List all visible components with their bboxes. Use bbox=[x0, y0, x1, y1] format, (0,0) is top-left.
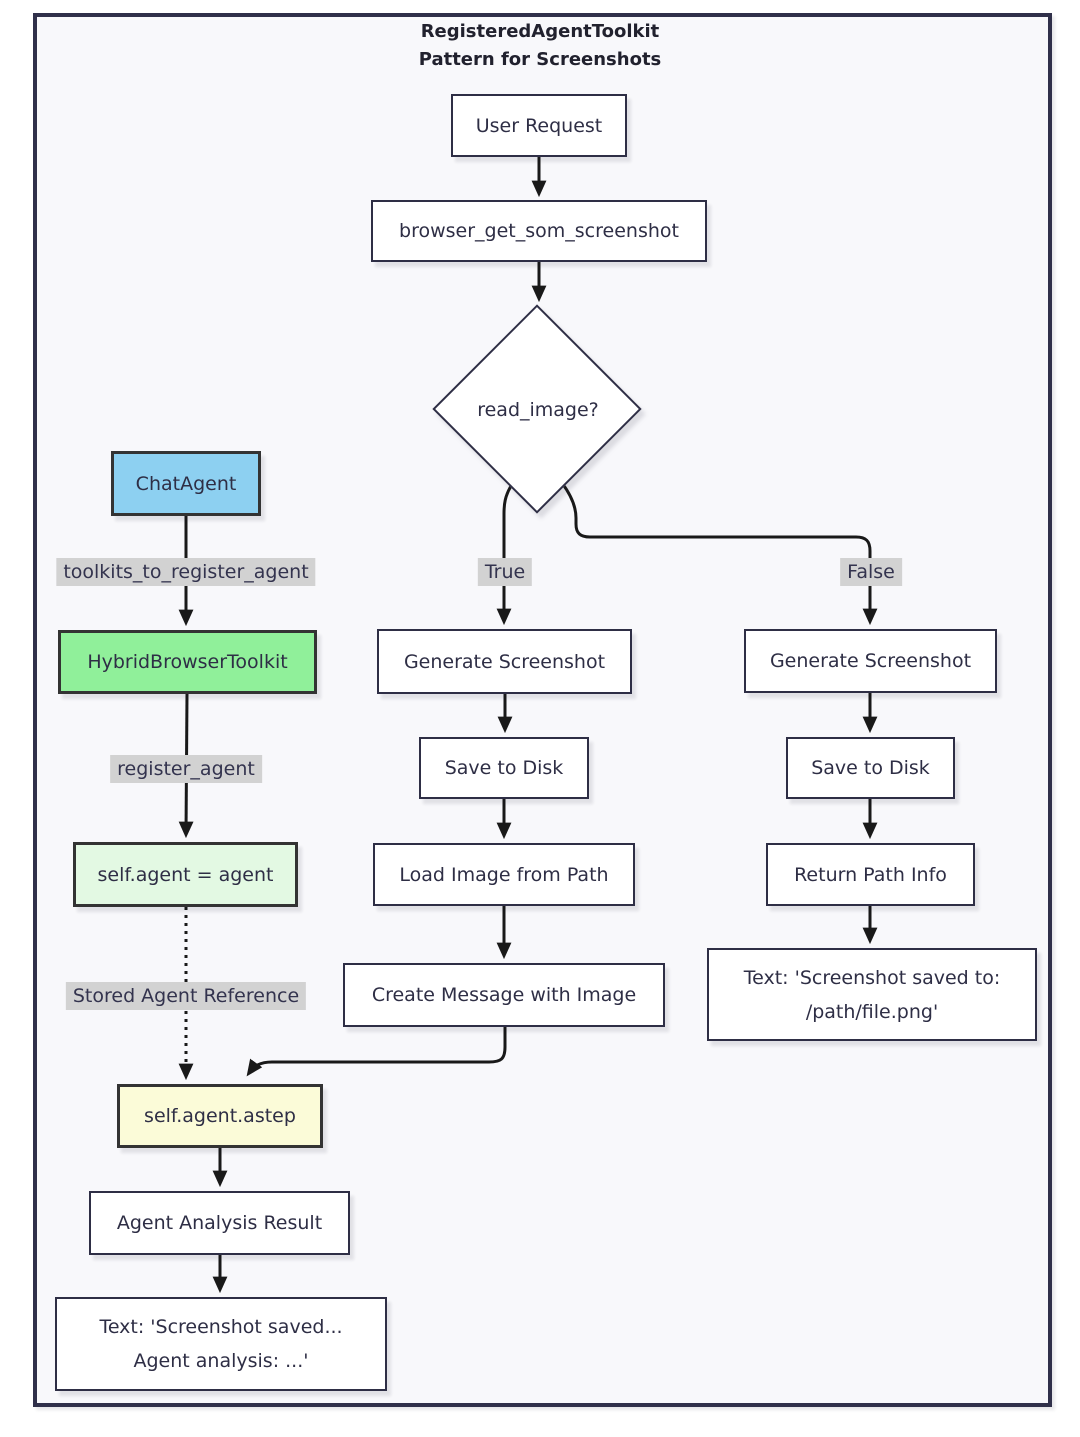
node-create-message-with-image: Create Message with Image bbox=[343, 963, 665, 1027]
node-browser-get-som-screenshot: browser_get_som_screenshot bbox=[371, 200, 707, 262]
edge-decision-true bbox=[504, 486, 511, 621]
final-text-left-line2: Agent analysis: ...' bbox=[133, 1350, 309, 1372]
node-self-agent-astep: self.agent.astep bbox=[117, 1084, 323, 1148]
edge-label-toolkits-to-register-agent: toolkits_to_register_agent bbox=[56, 558, 315, 586]
node-user-request: User Request bbox=[451, 94, 627, 157]
node-false-generate-screenshot: Generate Screenshot bbox=[744, 629, 997, 693]
final-text-right-line2: /path/file.png' bbox=[805, 1000, 939, 1023]
edge-label-register-agent: register_agent bbox=[110, 755, 262, 783]
node-true-save-to-disk: Save to Disk bbox=[419, 737, 589, 799]
node-final-text-left bbox=[55, 1297, 387, 1391]
node-load-image-from-path: Load Image from Path bbox=[373, 843, 635, 906]
node-agent-analysis-result: Agent Analysis Result bbox=[89, 1191, 350, 1255]
decision-label: read_image? bbox=[477, 399, 599, 421]
node-false-save-to-disk: Save to Disk bbox=[786, 737, 955, 799]
final-text-right-line1: Text: 'Screenshot saved to: bbox=[743, 966, 1001, 989]
node-final-text-right bbox=[707, 948, 1037, 1041]
node-self-agent-assign: self.agent = agent bbox=[73, 842, 298, 907]
node-chat-agent: ChatAgent bbox=[111, 451, 261, 516]
diagram-title-line1: RegisteredAgentToolkit bbox=[420, 21, 660, 42]
node-hybrid-browser-toolkit: HybridBrowserToolkit bbox=[58, 630, 317, 694]
edge-decision-false bbox=[562, 483, 870, 621]
edge-label-true: True bbox=[478, 558, 532, 586]
node-true-generate-screenshot: Generate Screenshot bbox=[377, 629, 632, 694]
edge-label-stored-agent-reference: Stored Agent Reference bbox=[66, 982, 306, 1010]
edge-label-false: False bbox=[840, 558, 902, 586]
diagram-title bbox=[0, 18, 1080, 74]
final-text-left-line1: Text: 'Screenshot saved... bbox=[99, 1316, 343, 1338]
diagram-title-line2: Pattern for Screenshots bbox=[418, 49, 662, 70]
edge-create-message-to-astep bbox=[249, 1027, 505, 1073]
node-return-path-info: Return Path Info bbox=[766, 843, 975, 906]
